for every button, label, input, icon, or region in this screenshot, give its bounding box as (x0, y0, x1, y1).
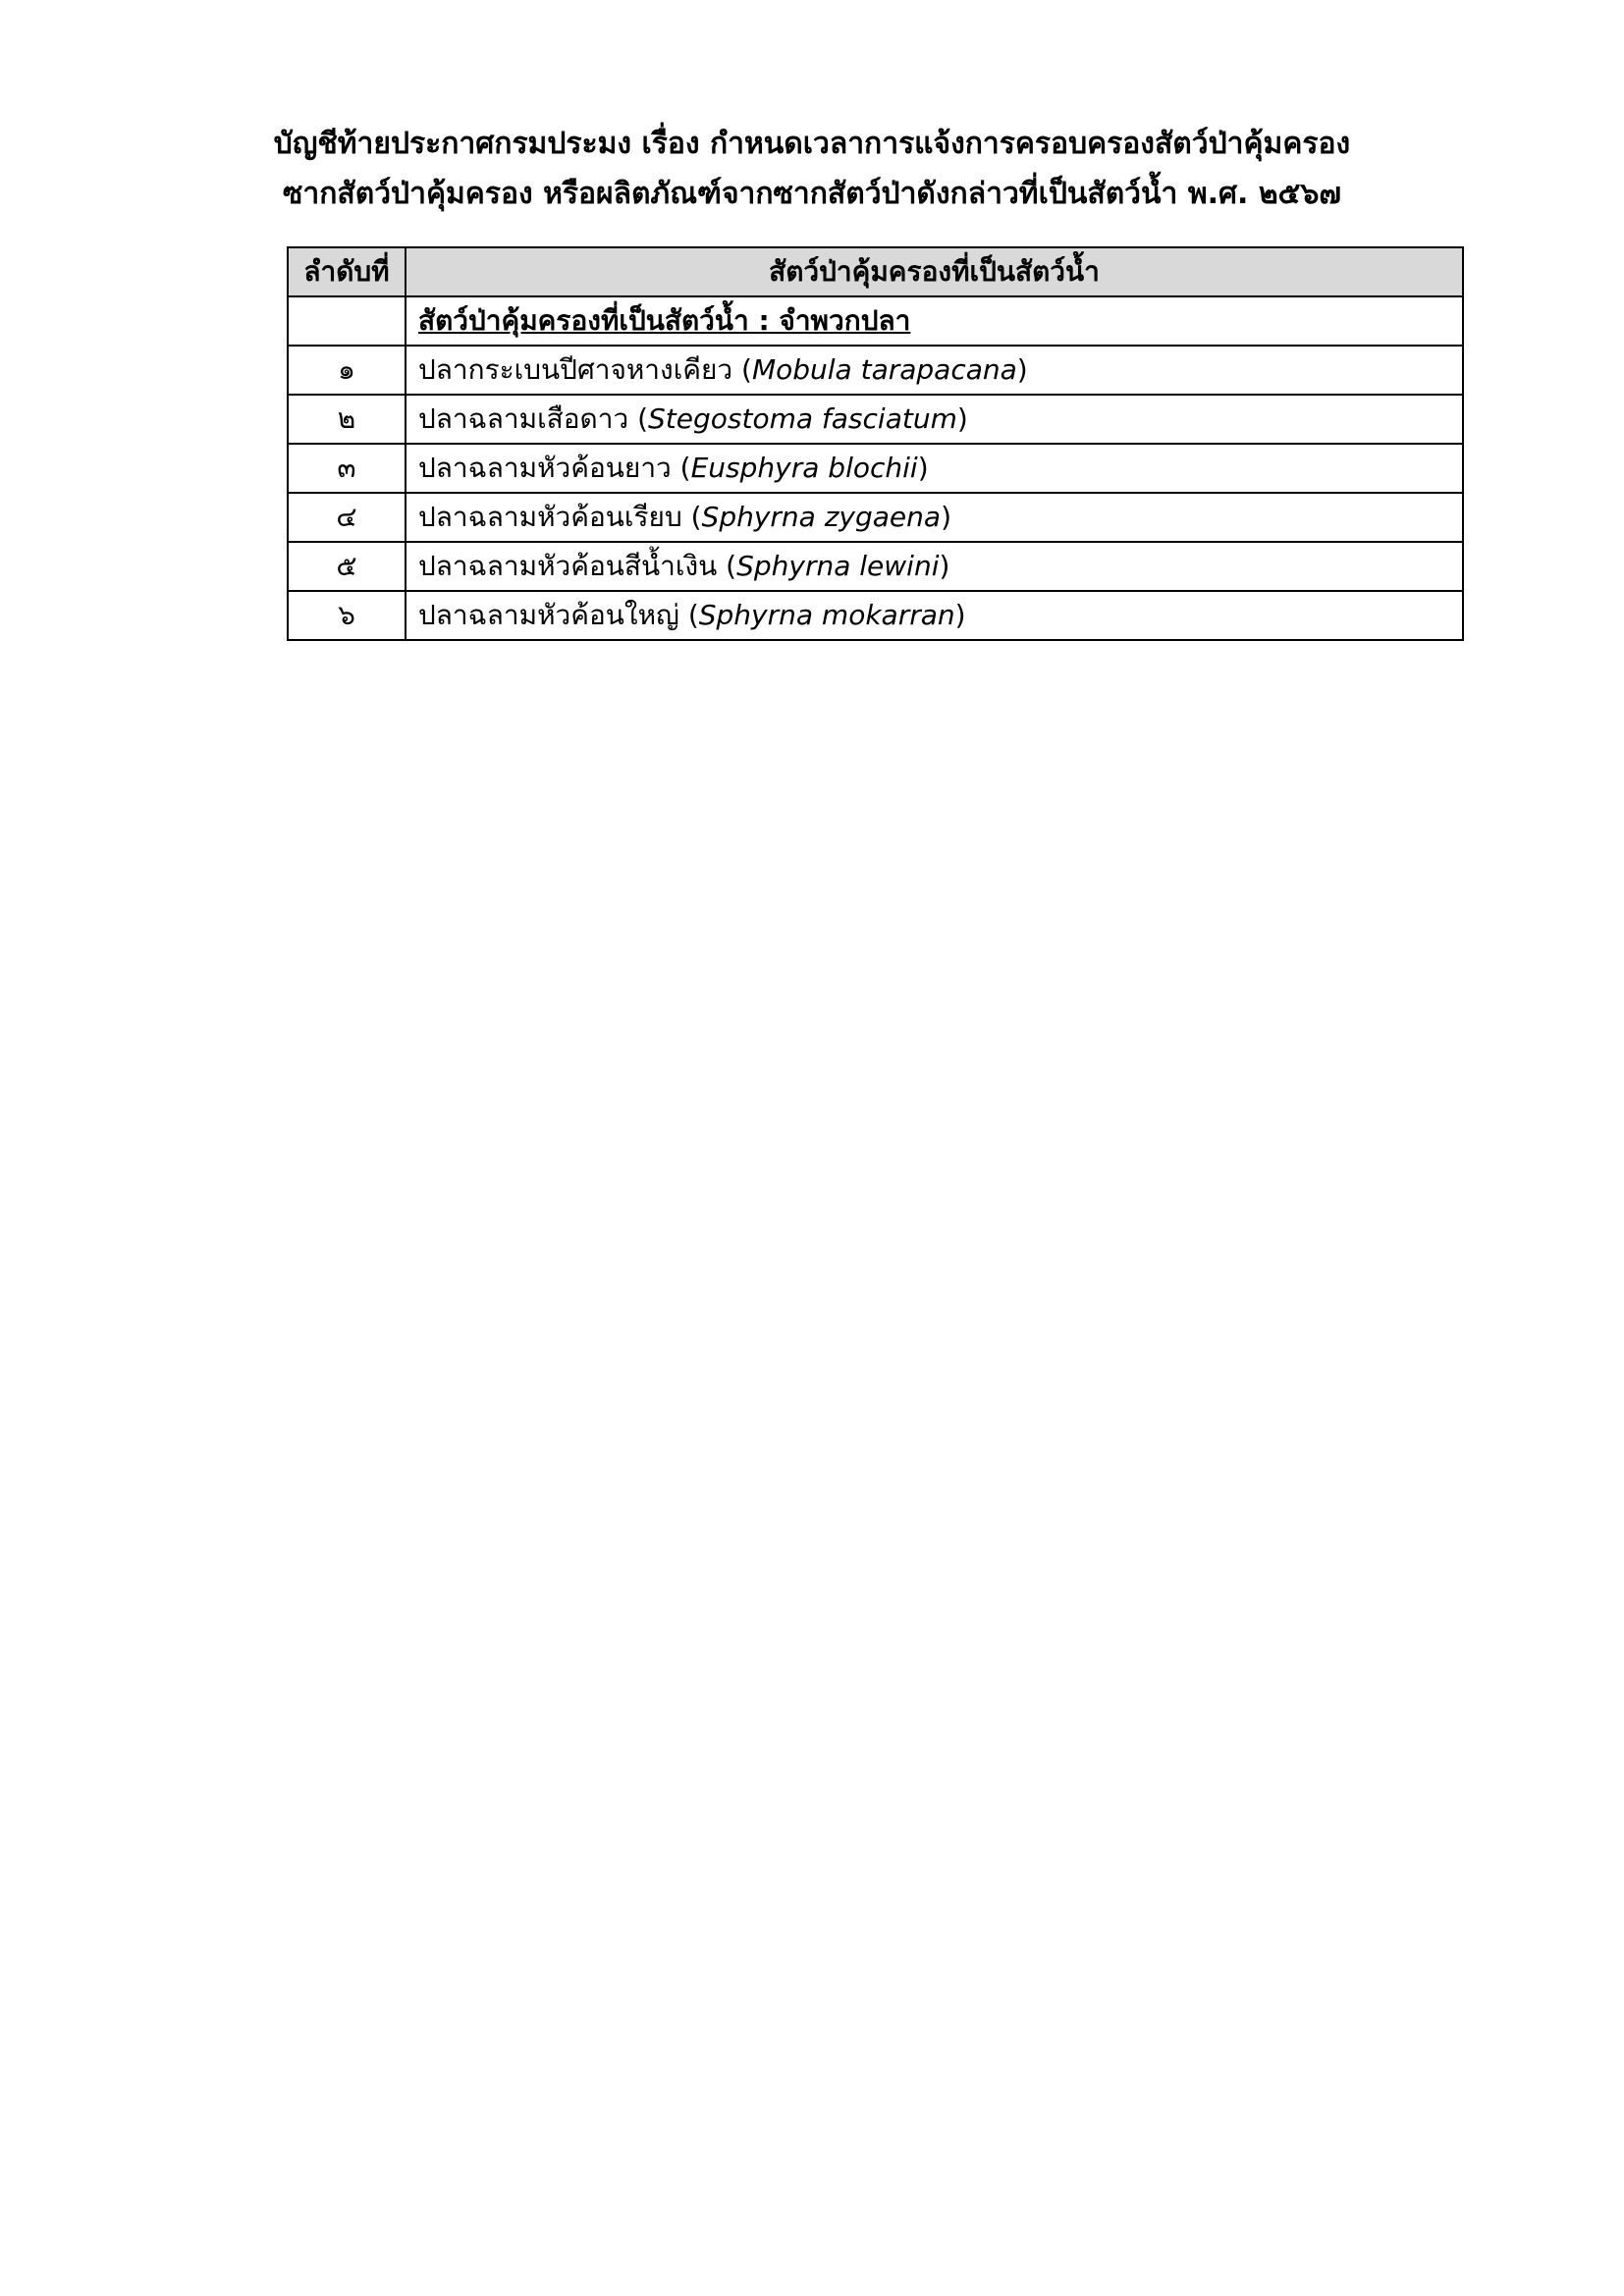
group-number-cell (288, 296, 406, 346)
group-heading-fish: สัตว์ป่าคุ้มครองที่เป็นสัตว์น้ำ : จำพวกปลา (406, 296, 1463, 346)
table-row (288, 591, 1463, 640)
closing-parenthesis: ) (956, 402, 968, 435)
protected-species-table (287, 246, 1464, 641)
thai-name: ปลากระเบนปีศาจหางเคียว ( (418, 353, 752, 386)
species-name-cell (406, 591, 1463, 640)
table-row (288, 542, 1463, 591)
species-name-cell (406, 493, 1463, 542)
scientific-name: Sphyrna mokarran (698, 599, 955, 631)
group-heading-row (288, 296, 1463, 346)
thai-name: ปลาฉลามหัวค้อนสีน้ำเงิน ( (418, 550, 737, 582)
thai-name: ปลาฉลามเสือดาว ( (418, 402, 648, 435)
scientific-name: Sphyrna zygaena (701, 501, 942, 533)
column-header-species: สัตว์ป่าคุ้มครองที่เป็นสัตว์น้ำ (406, 247, 1463, 296)
table-row (288, 444, 1463, 493)
table-row (288, 395, 1463, 444)
document-title-line-2: ซากสัตว์ป่าคุ้มครอง หรือผลิตภัณฑ์จากซากสัตว์ป่าดังกล่าวที่เป็นสัตว์น้ำ พ.ศ. ๒๕๖๗ (283, 177, 1341, 211)
table-row (288, 493, 1463, 542)
closing-parenthesis: ) (939, 550, 950, 582)
table-row (288, 346, 1463, 395)
closing-parenthesis: ) (941, 501, 951, 533)
thai-name: ปลาฉลามหัวค้อนยาว ( (418, 452, 691, 484)
row-number: ๓ (288, 444, 406, 493)
table-header-row (288, 247, 1463, 296)
species-name-cell (406, 444, 1463, 493)
row-number: ๖ (288, 591, 406, 640)
closing-parenthesis: ) (1016, 353, 1028, 386)
row-number: ๕ (288, 542, 406, 591)
row-number: ๒ (288, 395, 406, 444)
row-number: ๔ (288, 493, 406, 542)
row-number: ๑ (288, 346, 406, 395)
scientific-name: Stegostoma fasciatum (648, 402, 957, 435)
scientific-name: Mobula tarapacana (751, 353, 1017, 386)
scientific-name: Eusphyra blochii (690, 452, 918, 484)
thai-name: ปลาฉลามหัวค้อนใหญ่ ( (418, 599, 699, 631)
species-name-cell (406, 346, 1463, 395)
document-title-line-1: บัญชีท้ายประกาศกรมประมง เรื่อง กำหนดเวลาการแจ้งการครอบครองสัตว์ป่าคุ้มครอง (273, 127, 1351, 161)
closing-parenthesis: ) (954, 599, 966, 631)
closing-parenthesis: ) (917, 452, 929, 484)
scientific-name: Sphyrna lewini (736, 550, 940, 582)
thai-name: ปลาฉลามหัวค้อนเรียบ ( (418, 501, 702, 533)
species-name-cell (406, 542, 1463, 591)
species-name-cell (406, 395, 1463, 444)
column-header-order-number: ลำดับที่ (288, 247, 406, 296)
